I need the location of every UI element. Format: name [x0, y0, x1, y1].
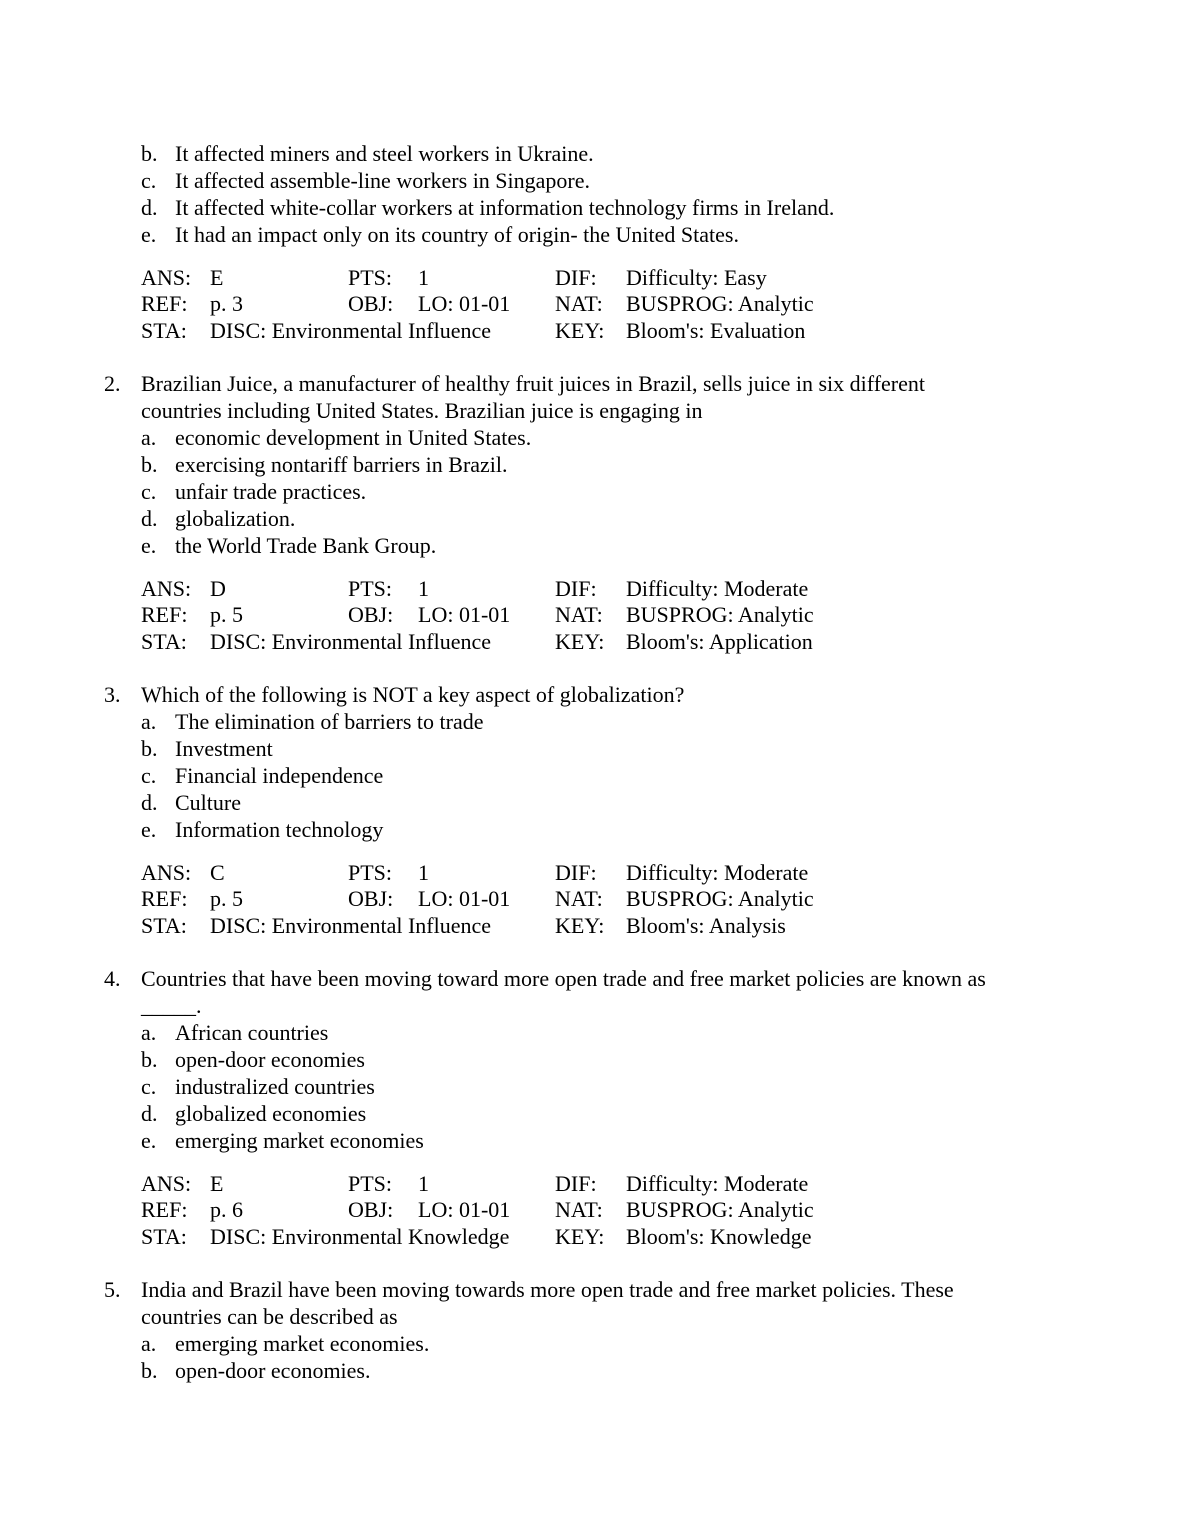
- ref-value: p. 6: [210, 1197, 243, 1222]
- key-value: Bloom's: Knowledge: [626, 1224, 812, 1249]
- question-stem: _____.: [141, 993, 202, 1018]
- ans-label: ANS:: [141, 576, 192, 601]
- dif-value: Difficulty: Moderate: [626, 576, 809, 601]
- nat-value: BUSPROG: Analytic: [626, 1197, 814, 1222]
- ref-value: p. 5: [210, 602, 243, 627]
- option-text: Culture: [175, 790, 241, 815]
- sta-value: DISC: Environmental Influence: [210, 318, 492, 343]
- pts-label: PTS:: [348, 576, 393, 601]
- pts-label: PTS:: [348, 1171, 393, 1196]
- option-letter: a.: [141, 1020, 157, 1045]
- ans-value: E: [210, 1171, 224, 1196]
- sta-label: STA:: [141, 913, 187, 938]
- option-letter: e.: [141, 533, 157, 558]
- option-letter: c.: [141, 168, 157, 193]
- dif-value: Difficulty: Moderate: [626, 1171, 809, 1196]
- ref-label: REF:: [141, 1197, 188, 1222]
- nat-value: BUSPROG: Analytic: [626, 886, 814, 911]
- dif-value: Difficulty: Easy: [626, 265, 767, 290]
- ans-label: ANS:: [141, 1171, 192, 1196]
- ref-value: p. 5: [210, 886, 243, 911]
- key-value: Bloom's: Evaluation: [626, 318, 806, 343]
- option-text: Financial independence: [175, 763, 384, 788]
- key-label: KEY:: [555, 629, 605, 654]
- key-label: KEY:: [555, 913, 605, 938]
- option-text: emerging market economies.: [175, 1331, 430, 1356]
- option-letter: a.: [141, 425, 157, 450]
- nat-label: NAT:: [555, 291, 603, 316]
- option-letter: b.: [141, 1047, 158, 1072]
- question-stem: Countries that have been moving toward more open trade and free market policies are known as: [141, 966, 986, 991]
- nat-label: NAT:: [555, 886, 603, 911]
- option-letter: c.: [141, 1074, 157, 1099]
- sta-label: STA:: [141, 318, 187, 343]
- option-text: It affected miners and steel workers in Ukraine.: [175, 141, 594, 166]
- option-letter: e.: [141, 1128, 157, 1153]
- dif-label: DIF:: [555, 265, 597, 290]
- option-text: It had an impact only on its country of origin- the United States.: [175, 222, 739, 247]
- obj-label: OBJ:: [348, 1197, 394, 1222]
- option-letter: b.: [141, 736, 158, 761]
- nat-value: BUSPROG: Analytic: [626, 291, 814, 316]
- ans-value: D: [210, 576, 226, 601]
- option-letter: d.: [141, 790, 158, 815]
- key-label: KEY:: [555, 318, 605, 343]
- option-text: It affected white-collar workers at information technology firms in Ireland.: [175, 195, 835, 220]
- option-text: The elimination of barriers to trade: [175, 709, 484, 734]
- ans-label: ANS:: [141, 860, 192, 885]
- option-text: economic development in United States.: [175, 425, 532, 450]
- option-text: open-door economies: [175, 1047, 365, 1072]
- obj-value: LO: 01-01: [418, 291, 511, 316]
- option-letter: e.: [141, 817, 157, 842]
- pts-label: PTS:: [348, 860, 393, 885]
- dif-label: DIF:: [555, 1171, 597, 1196]
- ref-label: REF:: [141, 602, 188, 627]
- option-letter: b.: [141, 452, 158, 477]
- option-letter: b.: [141, 141, 158, 166]
- option-letter: d.: [141, 195, 158, 220]
- option-text: unfair trade practices.: [175, 479, 367, 504]
- ref-value: p. 3: [210, 291, 243, 316]
- obj-label: OBJ:: [348, 886, 394, 911]
- nat-value: BUSPROG: Analytic: [626, 602, 814, 627]
- ref-label: REF:: [141, 291, 188, 316]
- sta-label: STA:: [141, 1224, 187, 1249]
- dif-value: Difficulty: Moderate: [626, 860, 809, 885]
- option-text: It affected assemble-line workers in Singapore.: [175, 168, 591, 193]
- sta-value: DISC: Environmental Knowledge: [210, 1224, 510, 1249]
- pts-value: 1: [418, 265, 429, 290]
- option-letter: a.: [141, 709, 157, 734]
- dif-label: DIF:: [555, 860, 597, 885]
- option-letter: d.: [141, 1101, 158, 1126]
- option-text: exercising nontariff barriers in Brazil.: [175, 452, 508, 477]
- key-value: Bloom's: Application: [626, 629, 813, 654]
- option-text: globalized economies: [175, 1101, 367, 1126]
- question-number: 4.: [104, 966, 121, 991]
- sta-value: DISC: Environmental Influence: [210, 629, 492, 654]
- pts-label: PTS:: [348, 265, 393, 290]
- nat-label: NAT:: [555, 602, 603, 627]
- obj-value: LO: 01-01: [418, 602, 511, 627]
- nat-label: NAT:: [555, 1197, 603, 1222]
- obj-label: OBJ:: [348, 602, 394, 627]
- key-label: KEY:: [555, 1224, 605, 1249]
- ans-value: E: [210, 265, 224, 290]
- option-text: Information technology: [175, 817, 384, 842]
- question-number: 5.: [104, 1277, 121, 1302]
- question-stem: Which of the following is NOT a key aspect of globalization?: [141, 682, 685, 707]
- obj-value: LO: 01-01: [418, 1197, 511, 1222]
- option-text: the World Trade Bank Group.: [175, 533, 437, 558]
- question-stem: countries including United States. Brazilian juice is engaging in: [141, 398, 703, 423]
- option-letter: c.: [141, 479, 157, 504]
- option-letter: c.: [141, 763, 157, 788]
- sta-label: STA:: [141, 629, 187, 654]
- sta-value: DISC: Environmental Influence: [210, 913, 492, 938]
- option-text: globalization.: [175, 506, 296, 531]
- question-stem: countries can be described as: [141, 1304, 398, 1329]
- option-letter: a.: [141, 1331, 157, 1356]
- pts-value: 1: [418, 860, 429, 885]
- question-stem: India and Brazil have been moving towards more open trade and free market policies. These: [141, 1277, 954, 1302]
- option-letter: e.: [141, 222, 157, 247]
- obj-value: LO: 01-01: [418, 886, 511, 911]
- option-letter: d.: [141, 506, 158, 531]
- option-text: emerging market economies: [175, 1128, 424, 1153]
- key-value: Bloom's: Analysis: [626, 913, 786, 938]
- question-number: 2.: [104, 371, 121, 396]
- obj-label: OBJ:: [348, 291, 394, 316]
- ans-label: ANS:: [141, 265, 192, 290]
- option-text: Investment: [175, 736, 273, 761]
- ref-label: REF:: [141, 886, 188, 911]
- option-text: industralized countries: [175, 1074, 375, 1099]
- option-text: open-door economies.: [175, 1358, 371, 1383]
- pts-value: 1: [418, 1171, 429, 1196]
- question-number: 3.: [104, 682, 121, 707]
- question-stem: Brazilian Juice, a manufacturer of healthy fruit juices in Brazil, sells juice in six different: [141, 371, 925, 396]
- ans-value: C: [210, 860, 225, 885]
- option-letter: b.: [141, 1358, 158, 1383]
- option-text: African countries: [175, 1020, 329, 1045]
- pts-value: 1: [418, 576, 429, 601]
- dif-label: DIF:: [555, 576, 597, 601]
